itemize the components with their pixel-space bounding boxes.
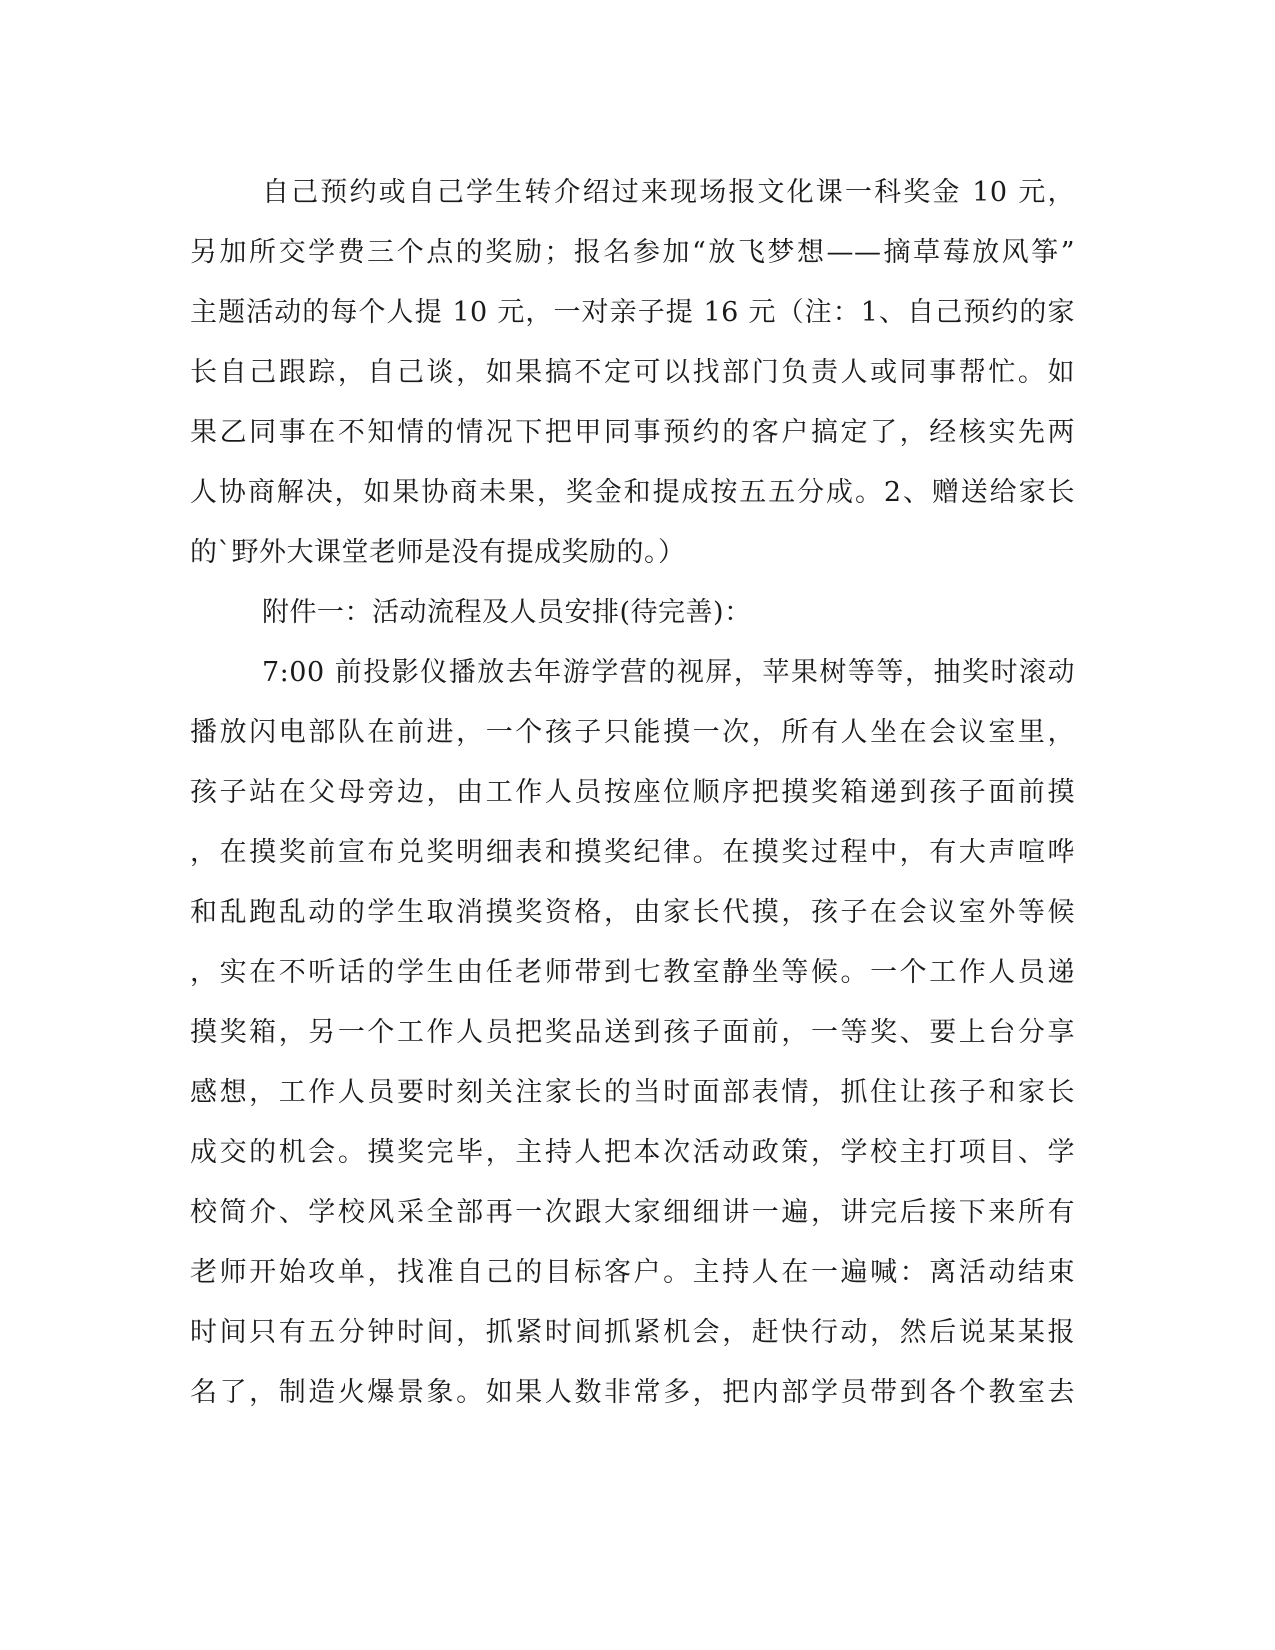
paragraph-line: 时间只有五分钟时间，抓紧时间抓紧机会，赶快行动，然后说某某报 (190, 1317, 1075, 1348)
paragraph-line: 名了，制造火爆景象。如果人数非常多，把内部学员带到各个教室去 (190, 1377, 1075, 1408)
paragraph-line: 成交的机会。摸奖完毕，主持人把本次活动政策，学校主打项目、学 (190, 1137, 1075, 1168)
paragraph-line: 感想，工作人员要时刻关注家长的当时面部表情，抓住让孩子和家长 (190, 1077, 1075, 1108)
paragraph-line: 和乱跑乱动的学生取消摸奖资格，由家长代摸，孩子在会议室外等候 (190, 897, 1075, 928)
document-body (190, 163, 1075, 1423)
paragraph-line: 自己预约或自己学生转介绍过来现场报文化课一科奖金 10 元， (262, 177, 1075, 208)
paragraph-line: 果乙同事在不知情的情况下把甲同事预约的客户搞定了，经核实先两 (190, 417, 1075, 448)
paragraph-line: 另加所交学费三个点的奖励；报名参加“放飞梦想——摘草莓放风筝” (190, 237, 1075, 268)
paragraph-line: 长自己跟踪，自己谈，如果搞不定可以找部门负责人或同事帮忙。如 (190, 357, 1075, 388)
paragraph-line: 校简介、学校风采全部再一次跟大家细细讲一遍，讲完后接下来所有 (190, 1197, 1075, 1228)
paragraph-line: 7:00 前投影仪播放去年游学营的视屏，苹果树等等，抽奖时滚动 (262, 657, 1075, 688)
paragraph-line: 孩子站在父母旁边，由工作人员按座位顺序把摸奖箱递到孩子面前摸 (190, 777, 1075, 808)
paragraph-line: 人协商解决，如果协商未果，奖金和提成按五五分成。2、赠送给家长 (190, 477, 1075, 508)
paragraph-line: 主题活动的每个人提 10 元，一对亲子提 16 元（注：1、自己预约的家 (190, 297, 1075, 328)
paragraph-line: ，实在不听话的学生由任老师带到七教室静坐等候。一个工作人员递 (190, 957, 1075, 988)
paragraph-line: 老师开始攻单，找准自己的目标客户。主持人在一遍喊：离活动结束 (190, 1257, 1075, 1288)
paragraph-line: 的`野外大课堂老师是没有提成奖励的。） (190, 537, 686, 568)
attachment-title: 附件一：活动流程及人员安排(待完善)： (262, 597, 752, 628)
paragraph-line: 摸奖箱，另一个工作人员把奖品送到孩子面前，一等奖、要上台分享 (190, 1017, 1075, 1048)
paragraph-line: 播放闪电部队在前进，一个孩子只能摸一次，所有人坐在会议室里， (190, 717, 1075, 748)
paragraph-line: ，在摸奖前宣布兑奖明细表和摸奖纪律。在摸奖过程中，有大声喧哗 (190, 837, 1075, 868)
